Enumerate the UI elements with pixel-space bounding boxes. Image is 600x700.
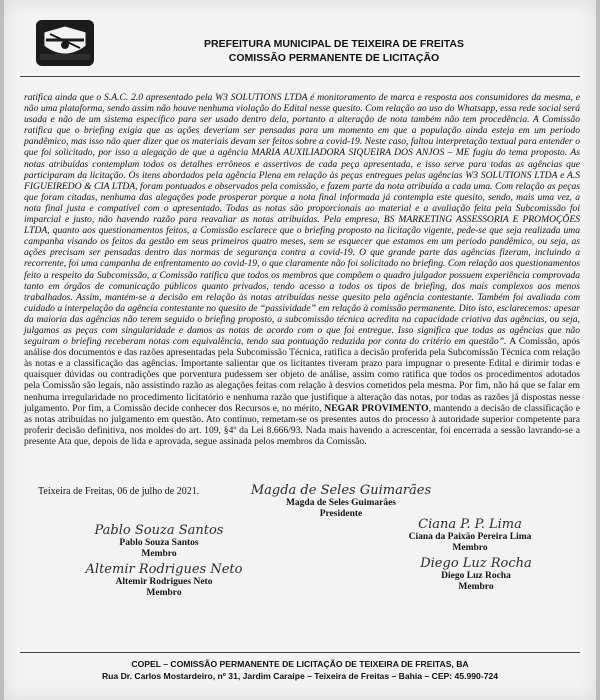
signature-scrawl: Ciana P. P. Lima: [418, 517, 522, 532]
document-page: [4, 0, 596, 700]
body-text: [24, 92, 580, 447]
signatory-name: Diego Luz Rocha: [441, 571, 511, 581]
document-date: Teixeira de Freitas, 06 de julho de 2021.: [38, 486, 200, 497]
header-line-1: PREFEITURA MUNICIPAL DE TEIXEIRA DE FREITAS: [204, 38, 464, 50]
signatory-role: Membro: [458, 582, 494, 592]
document-header: [104, 37, 564, 65]
signatory-role: Membro: [141, 549, 177, 559]
body-paragraph-1: ratifica ainda que o S.A.C. 2.0 apresentado pela W3 SOLUTIONS LTDA é monitoramento de marca e resposta aos consumidores da mesma, e não uma plataforma, sendo assim não houve nenhuma violação do Edital nesse quesito. Com relação ao uso do Whatsapp, essa rede social será usada e não de um sistema específico para ser usado dentro dela, portanto a alteração de nota também não tem procedência. A Comissão ratifica que o briefing exigia que as ações deveriam ser pensadas para um momento em que a população ainda esteja em um período pandêmico, mas isso não quer dizer que os materiais devam ser feitos sobre a covid-19. Neste caso, faltou interpretação textual para entender o que foi solicitado, por isso a alegação de que a agência MARIA AUXILIADORA SIQUEIRA DOS ANJOS – ME fugiu do tema proposto. As notas atribuídas contemplam todos os detalhes errôneos e assertivos de cada peça apresentada, e isso serve para todas as agências que participaram da licitação. Os itens abordados pela agência Plena em relação às peças entregues pelas agências W3 SOLUTIONS LTDA e A.S FIGUEIREDO & CIA LTDA, foram pontuados e observados pela comissão, e fazem parte da nota atribuída a cada uma. Com relação as peças que foram citadas, nenhuma das alegações pode prosperar porque a nota final informada já contempla este quesito, sendo, mais uma vez, a nota final justa e compatível com o apresentado. Todas as notas são proporcionais ao material e a avaliação feita pela Subcomissão foi imparcial e justo, não havendo razão para reavaliar as notas atribuídas. Pela empresa, BS MARKETING ASSESSORIA E PROMOÇÕES LTDA, quanto aos questionamentos feitos, a Comissão esclarece que o briefing proposto na licitação vigente, pede-se que seja realizada uma campanha visando os feitos da gestão em seus primeiros quatro meses, sem se esquecer que estamos em um período pandêmico, ou seja, as ações precisam ser pensadas dentro das normas de segurança contra a covid-19. O que grande parte das agências fizeram, incluindo a recorrente, foi uma campanha de enfrentamento ao covid-19, o que claramente não foi solicitado no briefing. Com relação aos questionamentos feito a respeito da Subcomissão, a Comissão ratifica que todos os membros que compõem o quadro julgador possuem experiência comprovada tanto em órgãos de comunicação públicos quanto privados, tendo acesso a todos os tipos de briefing, dos mais complexos aos menos trabalhados. Assim, mantém-se a decisão em relação às notas atribuídas nesse quesito pela agência contestante. Também foi avaliada com cuidado a interpelação da agência contestante no quesito de “passividade” em relação à comissão permanente. Dito isto, esclarecemos: apesar da maioria das agências não terem seguido o briefing proposto, a subcomissão técnica acredita na capacidade criativa das agências, ou seja, julgamos as peças com singularidade e damos as notas de acordo com o que foi entregue. Isso significa que todas as agências que não seguiram o briefing receberam notas com equivalência, tendo sua pontuação reduzida por conta do critério em questão”.: [24, 92, 580, 348]
signatory-name: Pablo Souza Santos: [119, 538, 199, 548]
signatory-role: Membro: [146, 588, 182, 598]
signatory-role: Presidente: [319, 509, 363, 519]
signature-block: [396, 557, 556, 593]
municipal-crest-logo: [36, 20, 94, 66]
signature-scrawl: Diego Luz Rocha: [420, 556, 532, 571]
body-paragraph-2c: , mantendo a decisão de classificação e as notas atribuídas no julgamento em questão. Ato contínuo, remetam-se os presentes autos do processo à autoridade superior competente para proferir decisão definitiva, nos moldes do art. 109, §4º da Lei 8.666/93. Nada mais havendo a acrescentar, foi encerrada a sessão lavrando-se a presente Ata que, depois de lida e aprovada, segue assinada pelos membros da Comissão.: [24, 402, 580, 447]
signature-block: [370, 518, 570, 554]
footer-divider: [20, 652, 580, 653]
body-paragraph-2a: A Comissão, após análise dos documentos e das razões apresentadas pela Subcomissão Técnica, ratifica a decisão proferida pela Subcomissão Técnica com relação às notas e a classificação das agências. Importante salientar que os licitantes tiveram prazo para impugnar o presente Edital e dirimir todas e quaisquer dúvidas ou contradições que porventura pudessem ser objeto de análise, assim como ratifica que todos os procedimentos adotados pela Comissão são legais, não assistindo razão as alegações feitas com relação à desvios cometidos pela mesma. Por fim, não há que se falar em nenhuma irregularidade no procedimento licitatório e nenhuma razão que justifique a alteração das notas, por todas as razões já dispostas nesse julgamento. Por fim, a Comissão decide conhecer dos Recursos e, no mérito,: [24, 336, 580, 414]
footer-line-2: Rua Dr. Carlos Mostardeiro, nº 31, Jardim Caraípe – Teixeira de Freitas – Bahia – CEP: 45.990-724: [101, 671, 499, 681]
signatory-name: Altemir Rodrigues Neto: [115, 577, 213, 587]
signatory-name: Magda de Seles Guimarães: [285, 498, 397, 508]
footer-line-1: COPEL – COMISSÃO PERMANENTE DE LICITAÇÃO DE TEIXEIRA DE FREITAS, BA: [131, 659, 469, 669]
signature-scrawl: Magda de Seles Guimarães: [250, 483, 432, 498]
signatory-name: Ciana da Paixão Pereira Lima: [408, 532, 532, 542]
body-decision-bold: NEGAR PROVIMENTO: [324, 402, 429, 414]
header-divider: [20, 76, 580, 77]
signatory-role: Membro: [452, 543, 488, 553]
document-footer: [24, 658, 576, 682]
signature-block: [64, 524, 254, 560]
signature-scrawl: Pablo Souza Santos: [94, 523, 224, 538]
signature-block: [64, 563, 264, 599]
signature-scrawl: Altemir Rodrigues Neto: [85, 562, 243, 577]
signature-block: [236, 484, 446, 520]
header-line-2: COMISSÃO PERMANENTE DE LICITAÇÃO: [228, 52, 440, 64]
